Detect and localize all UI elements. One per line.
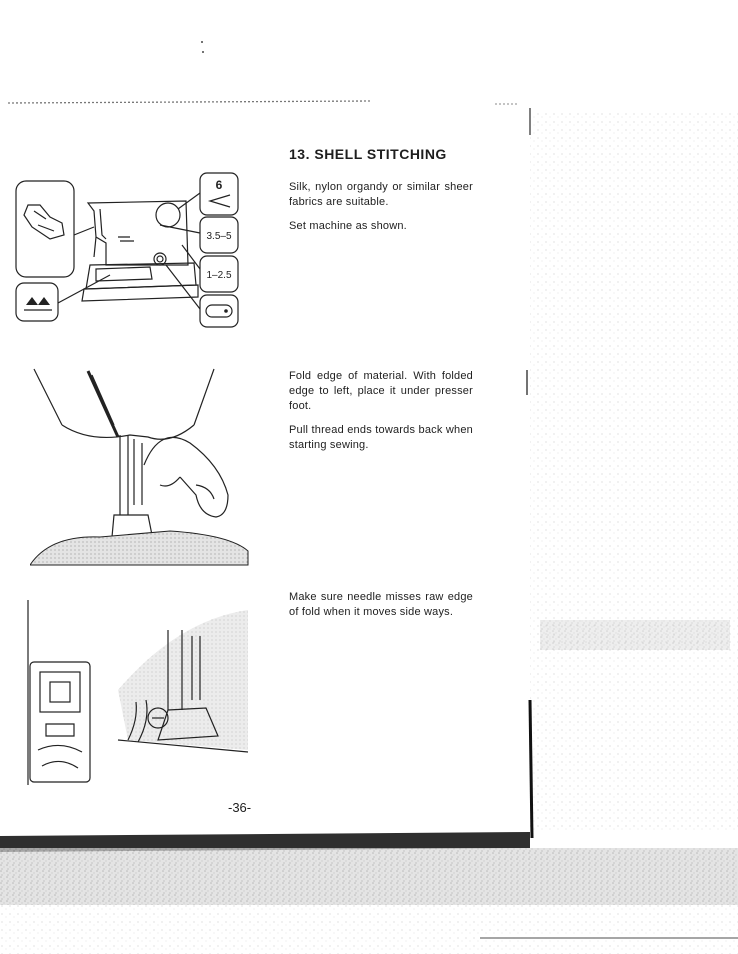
paragraph-fold-edge: Fold edge of material. With folded edge to left, place it under presser foot. [289,370,473,412]
paragraph-pull-thread: Pull thread ends towards back when starting sewing. [289,424,473,451]
paragraph-set-machine: Set machine as shown. [289,220,407,232]
machine-settings-figure [10,165,260,340]
sewing-machine-icon [82,201,198,301]
page-number: -36- [228,800,252,815]
fold-fabric-figure [30,365,255,575]
oval-dial-icon [206,305,232,317]
stitch-length-label: 1–2.5 [206,270,232,281]
zigzag-foot-icon [16,181,74,277]
pattern-number-label: 6 [215,178,223,192]
zigzag-pattern-icon [210,195,230,207]
feed-dog-up-icon [24,297,52,310]
paragraph-needle: Make sure needle misses raw edge of fold when it moves side ways. [289,591,473,618]
needle-edge-figure [18,590,258,795]
feed-dog-box [16,283,58,321]
stitch-width-label: 3.5–5 [206,231,232,242]
section-title: 13. SHELL STITCHING [289,146,447,162]
paragraph-fabrics: Silk, nylon organdy or similar sheer fabrics are suitable. [289,181,473,208]
